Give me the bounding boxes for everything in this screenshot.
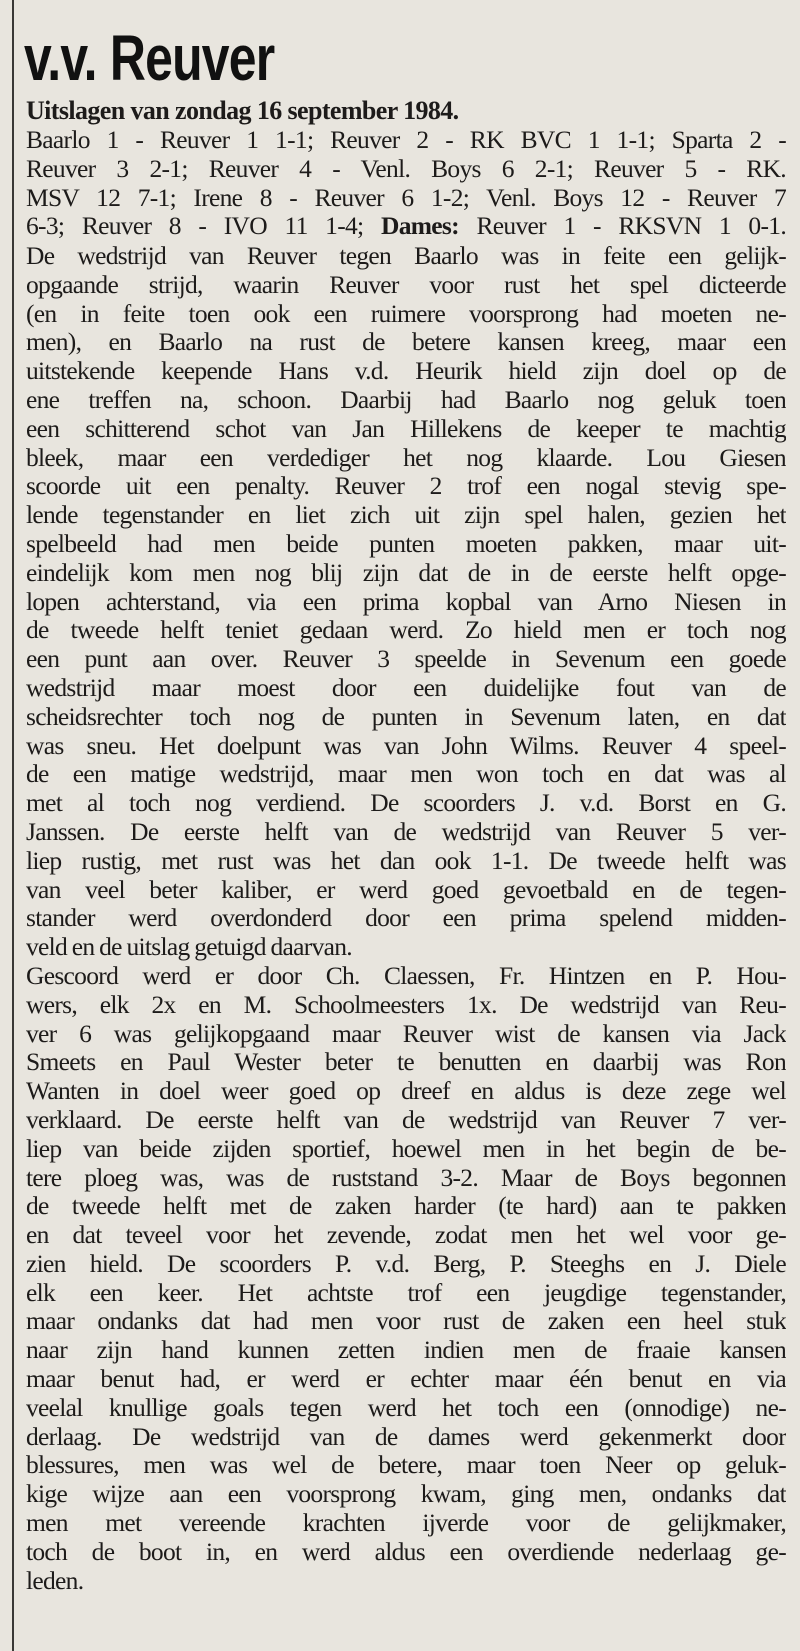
body-line: De wedstrijd van Reuver tegen Baarlo was in feite een gelijk- — [26, 242, 786, 270]
body-line: uitstekende keepende Hans v.d. Heurik hield zijn doel op de — [26, 357, 786, 386]
body-line: Smeets en Paul Wester beter te benutten en daarbij was Ron — [26, 1048, 786, 1077]
body-line: wers, elk 2x en M. Schoolmeesters 1x. De wedstrijd van Reu- — [26, 990, 786, 1019]
article-body — [26, 242, 786, 1595]
body-line: met al toch nog verdiend. De scoorders J. v.d. Borst en G. — [26, 789, 786, 818]
body-line: maar ondanks dat had men voor rust de zaken een heel stuk — [26, 1307, 786, 1336]
body-line: zien hield. De scoorders P. v.d. Berg, P. Steeghs en J. Diele — [26, 1249, 786, 1278]
body-line: blessures, men was wel de betere, maar toen Neer op geluk- — [26, 1451, 786, 1480]
body-line: veld en de uitslag getuigd daarvan. — [26, 933, 352, 962]
body-line: leden. — [26, 1566, 84, 1595]
body-line: (en in feite toen ook een ruimere voorsprong had moeten ne- — [26, 299, 786, 328]
body-line: tere ploeg was, was de ruststand 3-2. Maar de Boys begonnen — [26, 1163, 786, 1192]
body-line: eindelijk kom men nog blij zijn dat de in de eerste helft opge- — [26, 558, 786, 587]
body-line: stander werd overdonderd door een prima spelend midden- — [26, 904, 786, 933]
body-line: de een matige wedstrijd, maar men won toch en dat was al — [26, 760, 786, 789]
body-line: ene treffen na, schoon. Daarbij had Baarlo nog geluk toen — [26, 385, 786, 414]
body-line: ver 6 was gelijkopgaand maar Reuver wist de kansen via Jack — [26, 1019, 786, 1048]
body-line: een schitterend schot van Jan Hillekens de keeper te machtig — [26, 414, 786, 443]
body-line: maar benut had, er werd er echter maar één benut en via — [26, 1365, 786, 1394]
results-text: Reuver 1 - RKSVN 1 0-1. — [458, 212, 786, 241]
body-line: Gescoord werd er door Ch. Claessen, Fr. Hintzen en P. Hou- — [26, 961, 786, 990]
body-line: opgaande strijd, waarin Reuver voor rust het spel dicteerde — [26, 270, 786, 299]
body-line: en dat teveel voor het zevende, zodat men het wel voor ge- — [26, 1221, 786, 1250]
body-line: lende tegenstander en liet zich uit zijn spel halen, gezien het — [26, 501, 786, 530]
body-line: derlaag. De wedstrijd van de dames werd gekenmerkt door — [26, 1422, 786, 1451]
body-line: van veel beter kaliber, er werd goed gevoetbald en de tegen- — [26, 875, 786, 904]
body-line: toch de boot in, en werd aldus een overdiende nederlaag ge- — [26, 1537, 786, 1566]
results-line: MSV 12 7-1; Irene 8 - Reuver 6 1-2; Venl. Boys 12 - Reuver 7 — [26, 183, 786, 212]
body-line: naar zijn hand kunnen zetten indien men de fraaie kansen — [26, 1336, 786, 1365]
article-subheading: Uitslagen van zondag 16 september 1984. — [26, 96, 459, 125]
body-line: liep rustig, met rust was het dan ook 1-1. De tweede helft was — [26, 846, 786, 875]
body-line: Wanten in doel weer goed op dreef en aldus is deze zege wel — [26, 1077, 786, 1106]
body-line: de tweede helft teniet gedaan werd. Zo hield men er toch nog — [26, 616, 786, 645]
results-line — [26, 212, 786, 241]
column-rule — [12, 0, 14, 1651]
article-title: v.v. Reuver — [24, 22, 275, 94]
body-line: scoorde uit een penalty. Reuver 2 trof een nogal stevig spe- — [26, 472, 786, 501]
results-line: Reuver 3 2-1; Reuver 4 - Venl. Boys 6 2-1; Reuver 5 - RK. — [26, 154, 786, 183]
body-line: men met vereende krachten ijverde voor de gelijkmaker, — [26, 1509, 786, 1538]
results-line: Baarlo 1 - Reuver 1 1-1; Reuver 2 - RK BVC 1 1-1; Sparta 2 - — [26, 126, 786, 154]
body-line: kige wijze aan een voorsprong kwam, ging men, ondanks dat — [26, 1480, 786, 1509]
body-line: lopen achterstand, via een prima kopbal van Arno Niesen in — [26, 587, 786, 616]
body-line: scheidsrechter toch nog de punten in Sevenum laten, en dat — [26, 702, 786, 731]
body-line: liep van beide zijden sportief, hoewel men in het begin de be- — [26, 1134, 786, 1163]
body-line: bleek, maar een verdediger het nog klaarde. Lou Giesen — [26, 443, 786, 472]
body-line: veelal knullige goals tegen werd het toch een (onnodige) ne- — [26, 1393, 786, 1422]
body-line: een punt aan over. Reuver 3 speelde in Sevenum een goede — [26, 645, 786, 674]
body-line: wedstrijd maar moest door een duidelijke fout van de — [26, 673, 786, 702]
results-block — [26, 126, 786, 241]
body-line: was sneu. Het doelpunt was van John Wilms. Reuver 4 speel- — [26, 731, 786, 760]
body-line: de tweede helft met de zaken harder (te hard) aan te pakken — [26, 1192, 786, 1221]
body-line: Janssen. De eerste helft van de wedstrijd van Reuver 5 ver- — [26, 817, 786, 846]
body-line: men), en Baarlo na rust de betere kansen kreeg, maar een — [26, 328, 786, 357]
body-line: elk een keer. Het achtste trof een jeugdige tegenstander, — [26, 1278, 786, 1307]
body-line: verklaard. De eerste helft van de wedstrijd van Reuver 7 ver- — [26, 1105, 786, 1134]
results-text: 6-3; Reuver 8 - IVO 11 1-4; — [26, 212, 381, 241]
body-line: spelbeeld had men beide punten moeten pakken, maar uit- — [26, 529, 786, 558]
dames-label: Dames: — [380, 212, 459, 241]
